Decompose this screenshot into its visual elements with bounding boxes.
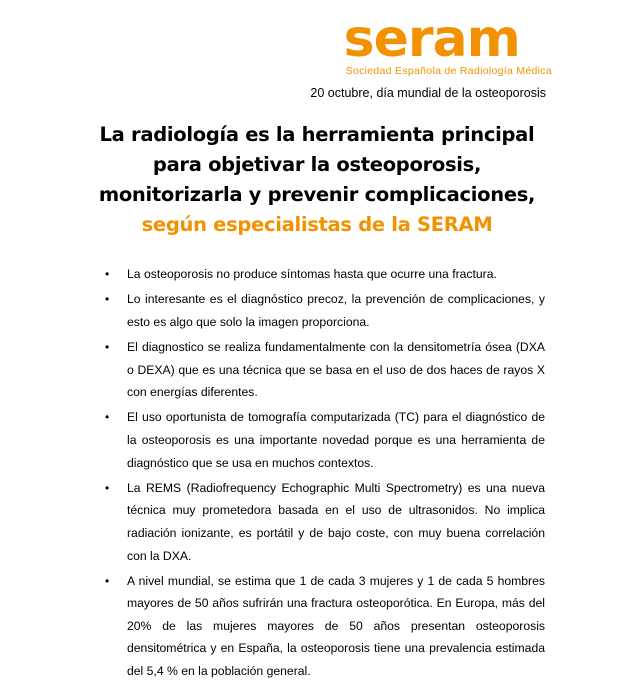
headline-line-2: para objetivar la osteoporosis, xyxy=(152,153,482,176)
list-item-text: El diagnostico se realiza fundamentalmente con la densitometría ósea (DXA o DEXA) que es una técnica que se basa en el uso de dos haces de rayos X con energías diferentes. xyxy=(127,339,545,400)
list-item-text: El uso oportunista de tomografía computarizada (TC) para el diagnóstico de la osteoporosis es una importante novedad porque es una herramienta de diagnóstico que se usa en muchos contextos. xyxy=(127,410,545,470)
bullet-icon: • xyxy=(105,292,110,307)
headline xyxy=(60,120,574,240)
bullet-icon: • xyxy=(105,410,110,425)
seram-logo xyxy=(343,9,552,77)
list-item xyxy=(103,406,545,474)
bullet-icon: • xyxy=(105,339,110,354)
bullet-icon: • xyxy=(105,480,110,495)
bullet-list xyxy=(103,263,545,685)
list-item-text: A nivel mundial, se estima que 1 de cada 3 mujeres y 1 de cada 5 hombres mayores de 50 años sufrirán una fractura osteoporótica. En Europa, más del 20% de las mujeres mayores de 50 años presentan osteoporosis densitométrica y en España, la osteoporosis tiene una prevalencia estimada del 5,4 % en la población general. xyxy=(127,573,545,679)
headline-line-4: según especialistas de la SERAM xyxy=(141,213,493,236)
list-item-text: La REMS (Radiofrequency Echographic Multi Spectrometry) es una nueva técnica muy prometedora basada en el uso de ultrasonidos. No implica radiación ionizante, es portátil y de bajo coste, con muy buena correlación con la DXA. xyxy=(127,480,545,563)
list-item xyxy=(103,570,545,683)
logo-tagline: Sociedad Española de Radiología Médica xyxy=(345,65,552,77)
list-item-text: Lo interesante es el diagnóstico precoz, la prevención de complicaciones, y esto es algo que solo la imagen proporciona. xyxy=(127,292,545,329)
dateline: 20 octubre, día mundial de la osteoporosis xyxy=(310,86,546,100)
list-item xyxy=(103,263,545,286)
logo-wordmark: seram xyxy=(343,9,520,69)
list-item xyxy=(103,477,545,567)
headline-line-1: La radiología es la herramienta principal xyxy=(99,123,535,146)
list-item-text: La osteoporosis no produce síntomas hasta que ocurre una fractura. xyxy=(127,267,497,281)
list-item xyxy=(103,288,545,333)
list-item xyxy=(103,336,545,404)
bullet-icon: • xyxy=(105,573,110,588)
headline-line-3: monitorizarla y prevenir complicaciones, xyxy=(98,183,536,206)
bullet-icon: • xyxy=(105,267,110,281)
